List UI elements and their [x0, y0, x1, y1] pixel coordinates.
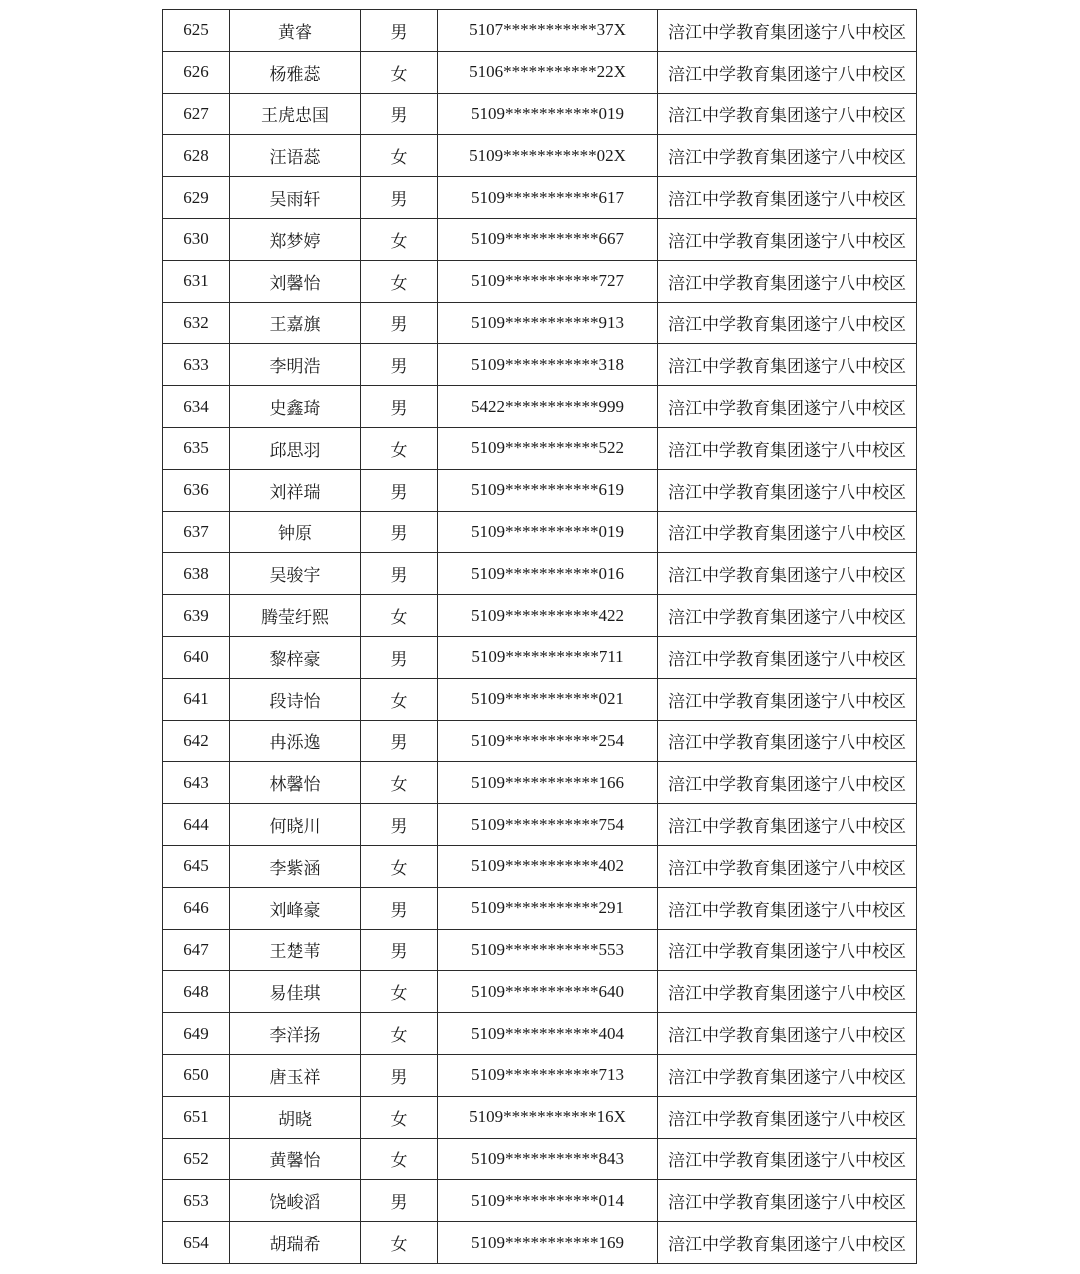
table-row	[163, 845, 917, 887]
table-row	[163, 218, 917, 260]
row-number-cell: 630	[163, 218, 230, 260]
table-row	[163, 302, 917, 344]
gender-cell: 女	[361, 595, 438, 637]
school-name-cell: 涪江中学教育集团遂宁八中校区	[658, 135, 917, 177]
id-number-cell: 5422***********999	[438, 386, 658, 428]
gender-cell: 男	[361, 344, 438, 386]
row-number-cell: 644	[163, 804, 230, 846]
id-number-cell: 5109***********619	[438, 469, 658, 511]
table-row	[163, 1180, 917, 1222]
id-number-cell: 5109***********754	[438, 804, 658, 846]
table-row	[163, 971, 917, 1013]
table-row	[163, 804, 917, 846]
school-name-cell: 涪江中学教育集团遂宁八中校区	[658, 260, 917, 302]
school-name-cell: 涪江中学教育集团遂宁八中校区	[658, 51, 917, 93]
gender-cell: 女	[361, 218, 438, 260]
table-row	[163, 595, 917, 637]
gender-cell: 男	[361, 93, 438, 135]
row-number-cell: 651	[163, 1096, 230, 1138]
row-number-cell: 648	[163, 971, 230, 1013]
student-name-cell: 段诗怡	[230, 678, 361, 720]
row-number-cell: 653	[163, 1180, 230, 1222]
row-number-cell: 646	[163, 887, 230, 929]
student-name-cell: 吴雨轩	[230, 177, 361, 219]
table-row	[163, 260, 917, 302]
school-name-cell: 涪江中学教育集团遂宁八中校区	[658, 1054, 917, 1096]
school-name-cell: 涪江中学教育集团遂宁八中校区	[658, 469, 917, 511]
id-number-cell: 5109***********016	[438, 553, 658, 595]
id-number-cell: 5109***********640	[438, 971, 658, 1013]
student-name-cell: 王虎忠国	[230, 93, 361, 135]
id-number-cell: 5109***********318	[438, 344, 658, 386]
id-number-cell: 5109***********169	[438, 1222, 658, 1264]
student-name-cell: 钟原	[230, 511, 361, 553]
student-name-cell: 唐玉祥	[230, 1054, 361, 1096]
student-name-cell: 王楚苇	[230, 929, 361, 971]
id-number-cell: 5109***********713	[438, 1054, 658, 1096]
school-name-cell: 涪江中学教育集团遂宁八中校区	[658, 887, 917, 929]
row-number-cell: 649	[163, 1013, 230, 1055]
row-number-cell: 625	[163, 10, 230, 52]
student-name-cell: 胡晓	[230, 1096, 361, 1138]
id-number-cell: 5109***********404	[438, 1013, 658, 1055]
table-row	[163, 1096, 917, 1138]
student-name-cell: 李紫涵	[230, 845, 361, 887]
gender-cell: 男	[361, 636, 438, 678]
school-name-cell: 涪江中学教育集团遂宁八中校区	[658, 1222, 917, 1264]
id-number-cell: 5109***********166	[438, 762, 658, 804]
table-row	[163, 344, 917, 386]
student-name-cell: 汪语蕊	[230, 135, 361, 177]
gender-cell: 女	[361, 1013, 438, 1055]
row-number-cell: 654	[163, 1222, 230, 1264]
table-row	[163, 636, 917, 678]
id-number-cell: 5109***********711	[438, 636, 658, 678]
id-number-cell: 5109***********913	[438, 302, 658, 344]
row-number-cell: 652	[163, 1138, 230, 1180]
row-number-cell: 647	[163, 929, 230, 971]
school-name-cell: 涪江中学教育集团遂宁八中校区	[658, 845, 917, 887]
row-number-cell: 635	[163, 427, 230, 469]
row-number-cell: 642	[163, 720, 230, 762]
row-number-cell: 643	[163, 762, 230, 804]
row-number-cell: 640	[163, 636, 230, 678]
school-name-cell: 涪江中学教育集团遂宁八中校区	[658, 302, 917, 344]
school-name-cell: 涪江中学教育集团遂宁八中校区	[658, 1096, 917, 1138]
gender-cell: 男	[361, 386, 438, 428]
gender-cell: 男	[361, 929, 438, 971]
gender-cell: 男	[361, 887, 438, 929]
table-row	[163, 1054, 917, 1096]
gender-cell: 女	[361, 1096, 438, 1138]
table-row	[163, 511, 917, 553]
gender-cell: 男	[361, 10, 438, 52]
student-name-cell: 王嘉旗	[230, 302, 361, 344]
id-number-cell: 5109***********254	[438, 720, 658, 762]
student-name-cell: 李明浩	[230, 344, 361, 386]
gender-cell: 女	[361, 762, 438, 804]
gender-cell: 女	[361, 51, 438, 93]
row-number-cell: 650	[163, 1054, 230, 1096]
school-name-cell: 涪江中学教育集团遂宁八中校区	[658, 386, 917, 428]
table-row	[163, 469, 917, 511]
gender-cell: 女	[361, 427, 438, 469]
roster-sheet	[162, 9, 913, 1264]
id-number-cell: 5106***********22X	[438, 51, 658, 93]
id-number-cell: 5109***********553	[438, 929, 658, 971]
row-number-cell: 629	[163, 177, 230, 219]
gender-cell: 男	[361, 511, 438, 553]
student-name-cell: 黄睿	[230, 10, 361, 52]
row-number-cell: 638	[163, 553, 230, 595]
row-number-cell: 627	[163, 93, 230, 135]
table-row	[163, 386, 917, 428]
row-number-cell: 645	[163, 845, 230, 887]
table-row	[163, 887, 917, 929]
student-name-cell: 黎梓豪	[230, 636, 361, 678]
student-name-cell: 刘祥瑞	[230, 469, 361, 511]
student-name-cell: 腾莹纡熙	[230, 595, 361, 637]
gender-cell: 男	[361, 469, 438, 511]
table-row	[163, 720, 917, 762]
school-name-cell: 涪江中学教育集团遂宁八中校区	[658, 93, 917, 135]
student-name-cell: 史鑫琦	[230, 386, 361, 428]
gender-cell: 女	[361, 1222, 438, 1264]
row-number-cell: 641	[163, 678, 230, 720]
id-number-cell: 5109***********014	[438, 1180, 658, 1222]
student-name-cell: 杨雅蕊	[230, 51, 361, 93]
student-name-cell: 易佳琪	[230, 971, 361, 1013]
gender-cell: 女	[361, 260, 438, 302]
school-name-cell: 涪江中学教育集团遂宁八中校区	[658, 971, 917, 1013]
gender-cell: 男	[361, 177, 438, 219]
school-name-cell: 涪江中学教育集团遂宁八中校区	[658, 1138, 917, 1180]
row-number-cell: 631	[163, 260, 230, 302]
school-name-cell: 涪江中学教育集团遂宁八中校区	[658, 720, 917, 762]
id-number-cell: 5109***********02X	[438, 135, 658, 177]
row-number-cell: 639	[163, 595, 230, 637]
school-name-cell: 涪江中学教育集团遂宁八中校区	[658, 929, 917, 971]
school-name-cell: 涪江中学教育集团遂宁八中校区	[658, 595, 917, 637]
row-number-cell: 626	[163, 51, 230, 93]
gender-cell: 女	[361, 845, 438, 887]
student-roster-table	[162, 9, 917, 1264]
school-name-cell: 涪江中学教育集团遂宁八中校区	[658, 678, 917, 720]
student-name-cell: 刘馨怡	[230, 260, 361, 302]
school-name-cell: 涪江中学教育集团遂宁八中校区	[658, 762, 917, 804]
id-number-cell: 5109***********019	[438, 93, 658, 135]
row-number-cell: 628	[163, 135, 230, 177]
table-row	[163, 10, 917, 52]
table-row	[163, 93, 917, 135]
row-number-cell: 633	[163, 344, 230, 386]
student-name-cell: 黄馨怡	[230, 1138, 361, 1180]
gender-cell: 男	[361, 553, 438, 595]
id-number-cell: 5107***********37X	[438, 10, 658, 52]
table-row	[163, 762, 917, 804]
school-name-cell: 涪江中学教育集团遂宁八中校区	[658, 177, 917, 219]
table-row	[163, 678, 917, 720]
id-number-cell: 5109***********291	[438, 887, 658, 929]
gender-cell: 男	[361, 1180, 438, 1222]
student-name-cell: 邱思羽	[230, 427, 361, 469]
gender-cell: 男	[361, 302, 438, 344]
student-name-cell: 李洋扬	[230, 1013, 361, 1055]
id-number-cell: 5109***********667	[438, 218, 658, 260]
table-row	[163, 135, 917, 177]
student-name-cell: 饶峻滔	[230, 1180, 361, 1222]
table-row	[163, 553, 917, 595]
school-name-cell: 涪江中学教育集团遂宁八中校区	[658, 1180, 917, 1222]
gender-cell: 女	[361, 678, 438, 720]
id-number-cell: 5109***********522	[438, 427, 658, 469]
table-row	[163, 427, 917, 469]
student-name-cell: 冉泺逸	[230, 720, 361, 762]
school-name-cell: 涪江中学教育集团遂宁八中校区	[658, 804, 917, 846]
table-row	[163, 51, 917, 93]
roster-table-body	[163, 10, 917, 1264]
row-number-cell: 636	[163, 469, 230, 511]
school-name-cell: 涪江中学教育集团遂宁八中校区	[658, 344, 917, 386]
school-name-cell: 涪江中学教育集团遂宁八中校区	[658, 511, 917, 553]
student-name-cell: 吴骏宇	[230, 553, 361, 595]
row-number-cell: 637	[163, 511, 230, 553]
id-number-cell: 5109***********021	[438, 678, 658, 720]
row-number-cell: 634	[163, 386, 230, 428]
gender-cell: 女	[361, 1138, 438, 1180]
gender-cell: 男	[361, 720, 438, 762]
school-name-cell: 涪江中学教育集团遂宁八中校区	[658, 218, 917, 260]
gender-cell: 女	[361, 135, 438, 177]
school-name-cell: 涪江中学教育集团遂宁八中校区	[658, 10, 917, 52]
gender-cell: 男	[361, 1054, 438, 1096]
school-name-cell: 涪江中学教育集团遂宁八中校区	[658, 636, 917, 678]
id-number-cell: 5109***********727	[438, 260, 658, 302]
id-number-cell: 5109***********16X	[438, 1096, 658, 1138]
table-row	[163, 929, 917, 971]
id-number-cell: 5109***********422	[438, 595, 658, 637]
student-name-cell: 郑梦婷	[230, 218, 361, 260]
gender-cell: 男	[361, 804, 438, 846]
id-number-cell: 5109***********402	[438, 845, 658, 887]
gender-cell: 女	[361, 971, 438, 1013]
id-number-cell: 5109***********843	[438, 1138, 658, 1180]
table-row	[163, 1013, 917, 1055]
school-name-cell: 涪江中学教育集团遂宁八中校区	[658, 553, 917, 595]
student-name-cell: 林馨怡	[230, 762, 361, 804]
table-row	[163, 1138, 917, 1180]
id-number-cell: 5109***********617	[438, 177, 658, 219]
student-name-cell: 胡瑞希	[230, 1222, 361, 1264]
table-row	[163, 1222, 917, 1264]
school-name-cell: 涪江中学教育集团遂宁八中校区	[658, 427, 917, 469]
row-number-cell: 632	[163, 302, 230, 344]
id-number-cell: 5109***********019	[438, 511, 658, 553]
student-name-cell: 何晓川	[230, 804, 361, 846]
student-name-cell: 刘峰豪	[230, 887, 361, 929]
table-row	[163, 177, 917, 219]
school-name-cell: 涪江中学教育集团遂宁八中校区	[658, 1013, 917, 1055]
